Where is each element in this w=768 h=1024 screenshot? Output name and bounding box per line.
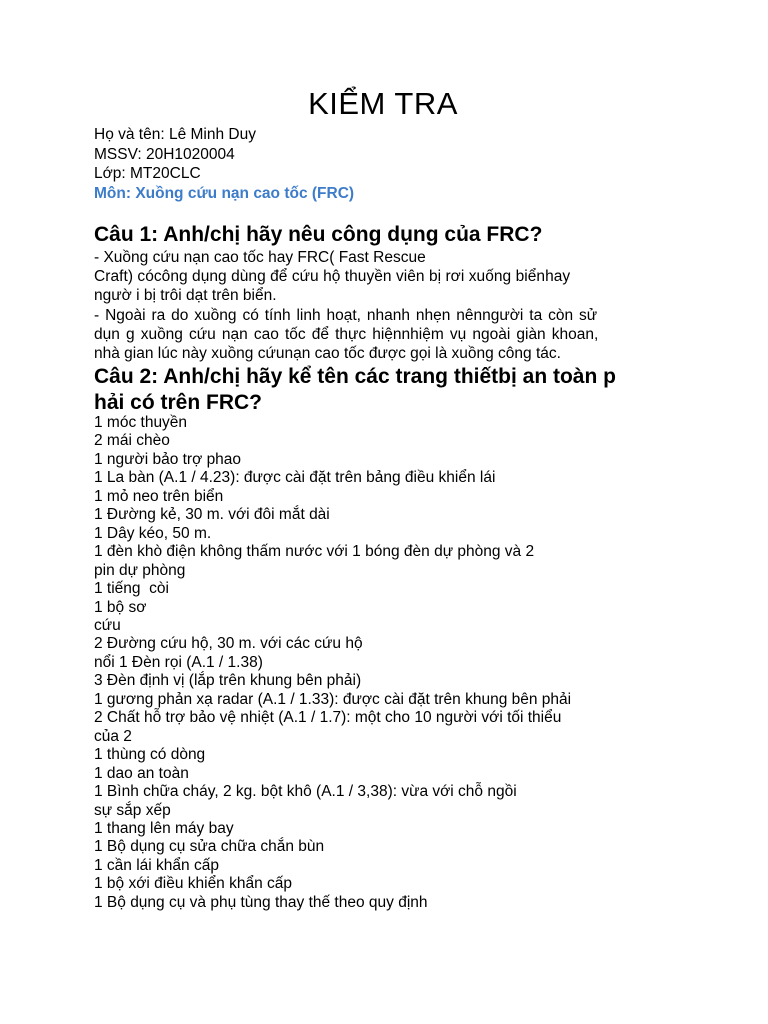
list-item: pin dự phòng <box>94 561 186 579</box>
list-item: 1 Bộ dụng cụ và phụ tùng thay thế theo quy định <box>94 893 428 911</box>
answer-line: Craft) cócông dụng dùng để cứu hộ thuyền viên bị rơi xuống biểnhay <box>94 268 571 286</box>
list-item: 1 dao an toàn <box>94 764 189 782</box>
answer-line: ngườ i bị trôi dạt trên biển. <box>94 287 277 305</box>
answer-line: - Ngoài ra do xuồng có tính linh hoạt, nhanh nhẹn nênngười ta còn sử <box>94 306 598 324</box>
student-id: MSSV: 20H1020004 <box>94 145 235 163</box>
list-item: 1 Đường kẻ, 30 m. với đôi mắt dài <box>94 506 330 524</box>
list-item: 1 móc thuyền <box>94 414 188 431</box>
list-item: 3 Đèn định vị (lắp trên khung bên phải) <box>94 672 362 690</box>
list-item: 1 bộ xới điều khiển khẩn cấp <box>94 875 293 893</box>
question-1-heading: Câu 1: Anh/chị hãy nêu công dụng của FRC? <box>94 223 543 246</box>
list-item: 1 La bàn (A.1 / 4.23): được cài đặt trên bảng điều khiển lái <box>94 469 496 487</box>
answer-line: dụn g xuồng cứu nạn cao tốc để thực hiệnnhiệm vụ ngoài giàn khoan, <box>94 325 599 343</box>
list-item: 1 Dây kéo, 50 m. <box>94 524 212 542</box>
list-item: 1 thùng có dòng <box>94 746 206 764</box>
list-item: 1 cần lái khẩn cấp <box>94 856 219 874</box>
list-item: 1 thang lên máy bay <box>94 819 234 837</box>
list-item: 2 Chất hỗ trợ bảo vệ nhiệt (A.1 / 1.7): một cho 10 người với tối thiểu <box>94 709 562 727</box>
student-name: Họ và tên: Lê Minh Duy <box>94 126 256 143</box>
equipment-list <box>94 414 672 912</box>
list-item: 1 Bộ dụng cụ sửa chữa chắn bùn <box>94 838 325 856</box>
subject-line: Môn: Xuồng cứu nạn cao tốc (FRC) <box>94 184 355 202</box>
list-item: 1 đèn khò điện không thấm nước với 1 bóng đèn dự phòng và 2 <box>94 543 535 561</box>
student-class: Lớp: MT20CLC <box>94 165 201 182</box>
list-item: 2 Đường cứu hộ, 30 m. với các cứu hộ <box>94 635 363 653</box>
question-2-heading-line: Câu 2: Anh/chị hãy kể tên các trang thiếtbị an toàn p <box>94 365 616 388</box>
document-title: KIỂM TRA <box>308 86 458 121</box>
list-item: 1 bộ sơ <box>94 598 147 616</box>
list-item: 1 gương phản xạ radar (A.1 / 1.33): được cài đặt trên khung bên phải <box>94 690 572 708</box>
list-item: 1 Bình chữa cháy, 2 kg. bột khô (A.1 / 3,38): vừa với chỗ ngồi <box>94 783 517 801</box>
answer-line: nhà gian lúc này xuồng cứunạn cao tốc được gọi là xuồng công tác. <box>94 345 561 363</box>
answer-line: - Xuồng cứu nạn cao tốc hay FRC( Fast Rescue <box>94 249 426 266</box>
student-info <box>94 125 672 203</box>
list-item: cứu <box>94 616 121 634</box>
question-2-heading <box>94 364 672 416</box>
list-item: 1 người bảo trợ phao <box>94 450 242 468</box>
list-item: 1 tiếng còi <box>94 580 169 598</box>
question-1-answer <box>94 248 672 363</box>
list-item: 1 mỏ neo trên biển <box>94 487 224 505</box>
list-item: của 2 <box>94 727 132 745</box>
question-2-heading-line: hải có trên FRC? <box>94 391 263 414</box>
list-item: nổi 1 Đèn rọi (A.1 / 1.38) <box>94 653 263 671</box>
list-item: 2 mái chèo <box>94 432 170 450</box>
list-item: sự sắp xếp <box>94 801 171 819</box>
